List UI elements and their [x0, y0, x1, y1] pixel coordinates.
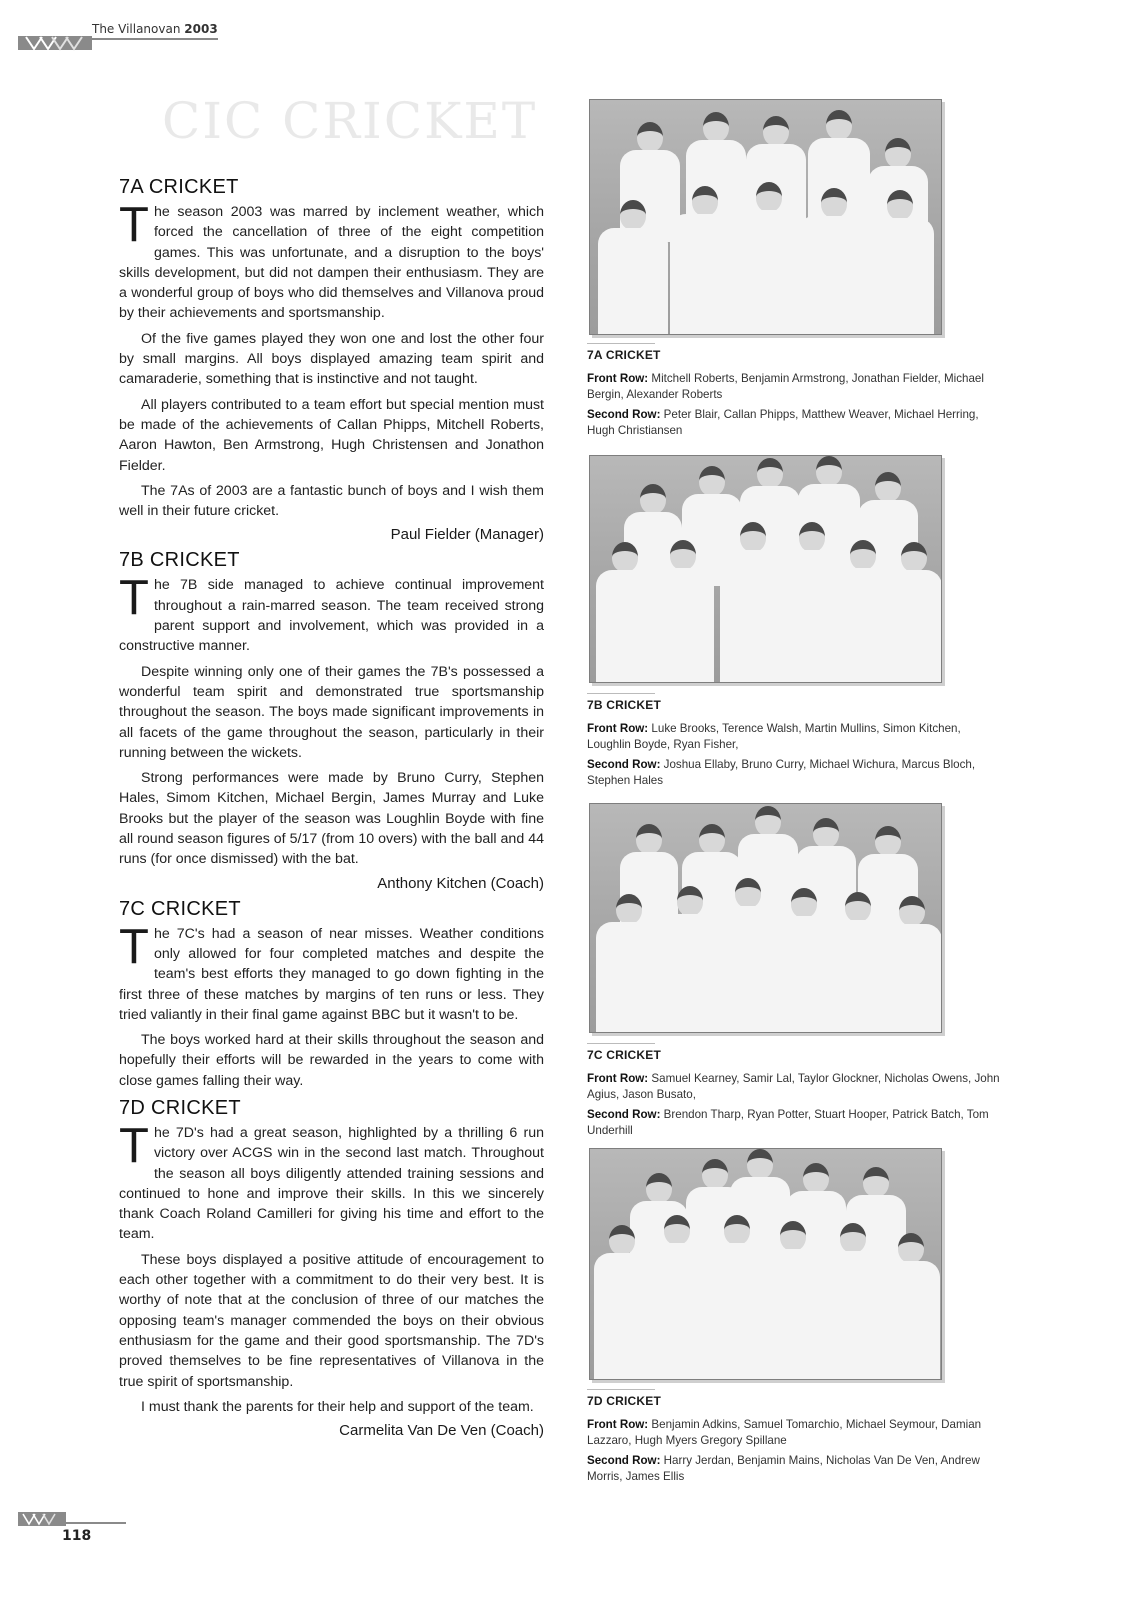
- player-figure: [798, 188, 870, 335]
- paragraph-text: he 7B side managed to achieve continual improvement throughout a rain-marred season. The team received strong parent support and involvement, which was provided in a constructive manner.: [119, 577, 544, 655]
- caption-second-row: [587, 1107, 1007, 1139]
- caption-rule: [587, 1389, 655, 1390]
- photo-frame: [589, 455, 942, 683]
- caption-second-row: [587, 1453, 1007, 1485]
- caption-label: Front Row:: [587, 722, 649, 735]
- drop-cap: T: [119, 919, 149, 974]
- paragraph: Despite winning only one of their games the 7B's possessed a wonderful team spirit and demonstrated true sportsmanship throughout the season. The boys made significant improvements in all facets of the game throughout the season, particularly in their running between the wickets.: [119, 663, 544, 761]
- publication-year: 2003: [184, 22, 218, 36]
- caption-7b: [587, 693, 1007, 793]
- caption-names: Mitchell Roberts, Benjamin Armstrong, Jonathan Fielder, Michael Bergin, Alexander Roberts: [587, 372, 984, 401]
- caption-label: Second Row:: [587, 408, 661, 421]
- caption-title: 7A CRICKET: [587, 348, 661, 362]
- section-heading: 7A CRICKET: [119, 176, 239, 198]
- caption-names: Benjamin Adkins, Samuel Tomarchio, Michael Seymour, Damian Lazzaro, Hugh Myers Gregory Spillane: [587, 1418, 982, 1447]
- caption-front-row: [587, 371, 1007, 403]
- footer-rule: [66, 1522, 126, 1524]
- paragraph: [119, 198, 544, 324]
- caption-label: Second Row:: [587, 1454, 661, 1467]
- section-heading: 7B CRICKET: [119, 549, 240, 572]
- caption-title: 7C CRICKET: [587, 1048, 662, 1062]
- player-figure: [670, 186, 740, 335]
- caption-front-row: [587, 1071, 1007, 1103]
- team-photo-7d: [589, 1148, 942, 1380]
- drop-cap: T: [119, 198, 149, 252]
- player-figure: [716, 878, 780, 1033]
- paragraph: Strong performances were made by Bruno Curry, Stephen Hales, Simom Kitchen, Michael Bergin, James Murray and Luke Brooks but the player of the season was Loughlin Boyde with fine all round season figures of 5/17 (from 10 overs) with the ball and 44 runs (for once dismissed) with the bat.: [119, 770, 544, 868]
- photo-frame: [589, 803, 942, 1033]
- paragraph: Of the five games played they won one and lost the other four by small margins. All boys displayed amazing team spirit and camaraderie, something that is instinctive and not taught.: [119, 330, 544, 388]
- caption-rule: [587, 343, 655, 344]
- caption-second-row: [587, 407, 1007, 439]
- caption-front-row: [587, 721, 1007, 753]
- paragraph: These boys displayed a positive attitude of encouragement to each other together with a commitment to do their very best. It is worthy of note that at the conclusion of three of our matches the opposing team's manager commended the boys on their obvious enthusiasm for the game and their good sportsmanship. The 7D's proved themselves to be fine representatives of Villanova in the true spirit of sportsmanship.: [119, 1251, 544, 1390]
- caption-second-row: [587, 757, 1007, 789]
- player-figure: [762, 1221, 824, 1380]
- caption-names: Brendon Tharp, Ryan Potter, Stuart Hooper, Patrick Batch, Tom Underhill: [587, 1108, 989, 1137]
- caption-names: Peter Blair, Callan Phipps, Matthew Weaver, Michael Herring, Hugh Christiansen: [587, 408, 979, 437]
- paragraph: [119, 1118, 544, 1245]
- signature: Paul Fielder (Manager): [390, 526, 544, 544]
- player-figure: [706, 1215, 768, 1380]
- section-7c: [119, 898, 544, 1091]
- player-figure: [886, 542, 942, 683]
- player-figure: [596, 894, 662, 1033]
- caption-front-row: [587, 1417, 1007, 1449]
- player-figure: [598, 200, 668, 335]
- caption-label: Front Row:: [587, 1072, 649, 1085]
- drop-cap: T: [119, 571, 149, 626]
- player-figure: [646, 1215, 708, 1380]
- player-figure: [736, 182, 802, 335]
- paragraph-text: he 7D's had a great season, highlighted by a thrilling 6 run victory over ACGS win in the second last match. Throughout the season all boys diligently attended training sessions and continued to hone and improve their skills. In this we sincerely thank Coach Roland Camilleri for giving his time and effort to the team.: [119, 1124, 544, 1243]
- caption-names: Harry Jerdan, Benjamin Mains, Nicholas Van De Ven, Andrew Morris, James Ellis: [587, 1454, 980, 1483]
- publication-title: [92, 22, 218, 40]
- drop-cap: T: [119, 1118, 149, 1173]
- player-figure: [882, 896, 942, 1033]
- signature: Carmelita Van De Ven (Coach): [339, 1422, 544, 1440]
- player-figure: [824, 1223, 882, 1380]
- caption-label: Second Row:: [587, 1108, 661, 1121]
- player-figure: [652, 540, 714, 683]
- paragraph-text: he season 2003 was marred by inclement weather, which forced the cancellation of three of the eight competition games. This was unfortunate, and a disruption to the boys' skills development, but did not dampen their enthusiasm. They are a wonderful group of boys who did themselves and Villanova proud by their achievements and sportsmanship.: [119, 204, 544, 322]
- page-number: 118: [62, 1528, 92, 1544]
- player-figure: [774, 888, 834, 1033]
- caption-7c: [587, 1043, 1007, 1143]
- player-figure: [720, 522, 786, 683]
- player-figure: [658, 886, 722, 1033]
- paragraph: The boys worked hard at their skills throughout the season and hopefully their efforts will be rewarded in the years to come with close games falling their way.: [119, 1032, 544, 1089]
- caption-7a: [587, 343, 1007, 443]
- caption-label: Front Row:: [587, 1418, 649, 1431]
- signature: Anthony Kitchen (Coach): [377, 874, 544, 892]
- player-figure: [828, 892, 888, 1033]
- page-title: CIC CRICKET: [162, 92, 538, 150]
- photo-frame: [589, 99, 942, 335]
- caption-names: Luke Brooks, Terence Walsh, Martin Mullins, Simon Kitchen, Loughlin Boyde, Ryan Fisher,: [587, 722, 961, 751]
- vv-logo-icon: [20, 1512, 64, 1526]
- player-figure: [596, 542, 654, 683]
- player-figure: [882, 1233, 940, 1380]
- caption-names: Samuel Kearney, Samir Lal, Taylor Glockner, Nicholas Owens, John Agius, Jason Busato,: [587, 1072, 1000, 1101]
- caption-label: Second Row:: [587, 758, 661, 771]
- section-heading: 7D CRICKET: [119, 1096, 241, 1119]
- page-footer: [18, 1512, 128, 1552]
- paragraph: All players contributed to a team effort but special mention must be made of the achievements of Callan Phipps, Mitchell Roberts, Aaron Hawton, Ben Armstrong, Hugh Christensen and Jonathon Fielder.: [119, 396, 544, 474]
- caption-rule: [587, 1043, 655, 1044]
- vv-logo-icon: [22, 35, 92, 51]
- team-photo-7b: [589, 455, 942, 683]
- team-photo-7a: [589, 99, 942, 335]
- section-7b: [119, 549, 544, 891]
- section-heading: 7C CRICKET: [119, 897, 241, 920]
- caption-label: Front Row:: [587, 372, 649, 385]
- player-figure: [866, 190, 934, 335]
- paragraph: [119, 571, 544, 656]
- section-7a: [119, 176, 544, 543]
- article-column: [119, 176, 544, 1445]
- caption-names: Joshua Ellaby, Bruno Curry, Michael Wichura, Marcus Bloch, Stephen Hales: [587, 758, 976, 787]
- running-header: [18, 22, 218, 56]
- section-7d: [119, 1097, 544, 1439]
- player-figure: [594, 1225, 650, 1380]
- team-photo-7c: [589, 803, 942, 1033]
- caption-7d: [587, 1389, 1007, 1489]
- photo-frame: [589, 1148, 942, 1380]
- caption-title: 7D CRICKET: [587, 1394, 662, 1408]
- caption-title: 7B CRICKET: [587, 698, 662, 712]
- paragraph: The 7As of 2003 are a fantastic bunch of boys and I wish them well in their future cricket.: [119, 482, 544, 520]
- caption-rule: [587, 693, 655, 694]
- player-figure: [834, 540, 892, 683]
- paragraph: I must thank the parents for their help and support of the team.: [141, 1398, 534, 1415]
- paragraph: [119, 919, 544, 1025]
- publication-name: The Villanovan: [92, 22, 181, 36]
- paragraph-text: he 7C's had a season of near misses. Weather conditions only allowed for four completed matches and despite the team's best efforts they managed to go down fighting in the first three of these matches by margins of ten runs or less. They tried valiantly in their final game against BBC but it wasn't to be.: [119, 925, 544, 1023]
